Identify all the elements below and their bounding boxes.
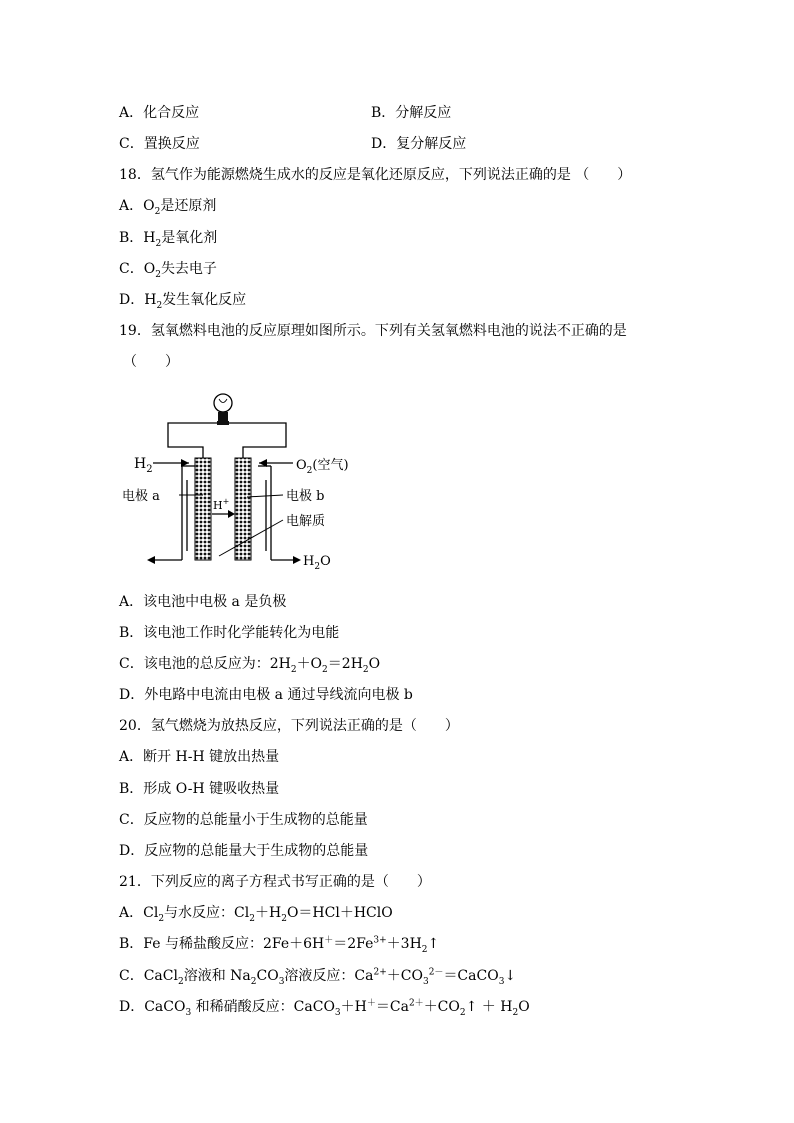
water-label: $H_2O$: [303, 554, 331, 572]
h-plus-label: H+: [213, 497, 230, 512]
electrode-b: [235, 458, 251, 560]
q21-option-a: A．$Cl_2$与水反应：$Cl_2+H_2O=HCl+HClO$: [119, 905, 393, 924]
q21-stem: 21．下列反应的离子方程式书写正确的是（ ）: [119, 874, 431, 890]
q19-stem: 19．氢氧燃料电池的反应原理如图所示。下列有关氢氧燃料电池的说法不正确的是: [119, 323, 627, 339]
q21-option-d: D．CaCO$_3$ 和稀硝酸反应：$CaCO_3+H^+=Ca^{2+}+CO_2↑ + H_2O$: [119, 998, 530, 1018]
electrode-a-label: 电极 a: [122, 489, 160, 504]
left-outlet-arrow: [147, 556, 182, 564]
q17-option-a: A．化合反应: [119, 105, 200, 121]
h2-label: $H_2$: [134, 456, 153, 475]
q20-option-a: A．断开 H-H 键放出热量: [119, 749, 280, 765]
q17-option-b: B．分解反应: [371, 105, 452, 121]
fuel-cell-diagram: [119, 384, 369, 574]
q18-stem: 18．氢气作为能源燃烧生成水的反应是氧化还原反应，下列说法正确的是 （ ）: [119, 167, 632, 183]
q19-option-a: A．该电池中电极 a 是负极: [119, 594, 287, 610]
q21-option-c: C．CaCl$_2$溶液和 $Na_2CO_3$溶液反应：$Ca^{2+}+CO_3^{2-}=CaCO_3↓$: [119, 967, 517, 987]
q18-option-b: B．$H_2$是氧化剂: [119, 230, 218, 249]
q18-option-a: A．$O_2$是还原剂: [119, 198, 217, 217]
external-circuit: [168, 423, 286, 458]
q19-answer-paren: （ ）: [123, 354, 179, 370]
q20-option-c: C．反应物的总能量小于生成物的总能量: [119, 812, 368, 828]
q20-stem: 20．氢气燃烧为放热反应，下列说法正确的是（ ）: [119, 718, 459, 734]
q17-option-c: C．置换反应: [119, 136, 200, 152]
q17-option-d: D．复分解反应: [371, 136, 467, 152]
o2-label: $O_2$(空气): [296, 458, 349, 476]
q20-option-b: B．形成 O-H 键吸收热量: [119, 781, 280, 797]
electrode-b-label: 电极 b: [286, 489, 325, 504]
q19-option-d: D．外电路中电流由电极 a 通过导线流向电极 b: [119, 687, 413, 703]
electrode-a: [195, 458, 211, 560]
water-outlet-arrow: [271, 556, 301, 564]
q19-option-c: C．该电池的总反应为：$2H_2+O_2=2H_2O$: [119, 656, 381, 675]
electrolyte-label: 电解质: [286, 514, 326, 529]
q21-option-b: B．Fe 与稀盐酸反应：$2Fe+6H^+=2Fe^{3+}+3H_2↑$: [119, 935, 440, 955]
q18-option-d: D．$H_2$发生氧化反应: [119, 292, 247, 311]
light-bulb-icon: [214, 394, 232, 425]
q20-option-d: D．反应物的总能量大于生成物的总能量: [119, 843, 369, 859]
q18-option-c: C．$O_2$失去电子: [119, 261, 217, 280]
q19-option-b: B．该电池工作时化学能转化为电能: [119, 625, 340, 641]
